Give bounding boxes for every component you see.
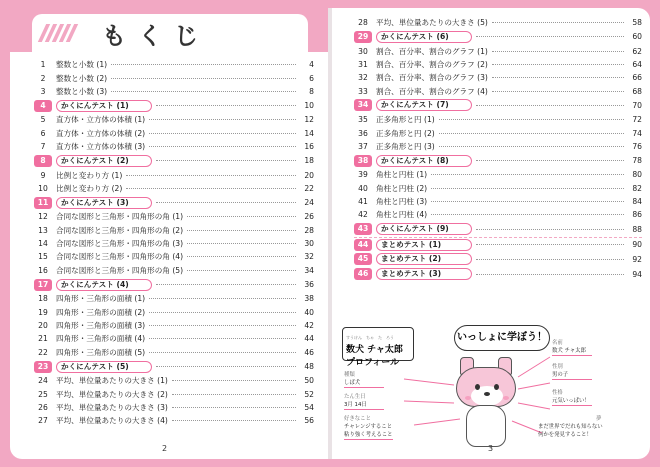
toc-title: 整数と小数 (1) [56,60,108,70]
toc-test-row [354,222,642,237]
toc-row [354,140,642,153]
toc-row [34,237,314,250]
toc-leader [439,119,624,120]
toc-leader [476,105,624,106]
toc-title: 平均、単位量あたりの大きさ (3) [56,403,168,412]
toc-leader [156,284,296,285]
dream-value-1: まだ世界でだれも知らない [538,424,603,430]
toc-number: 8 [34,155,52,167]
toc-leader [187,243,296,244]
toc-number: 31 [358,59,368,69]
toc-number: 28 [358,18,368,28]
toc-leader [439,146,624,147]
gender-value: 男の子 [552,371,592,380]
toc-page: 48 [304,362,314,372]
toc-page: 84 [632,197,642,207]
toc-row [354,182,642,195]
toc-page: 24 [304,198,314,208]
toc-title: かくにんテスト (4) [56,279,152,291]
profile-name-title: 数犬 チャ太郎 [346,345,403,355]
toc-number: 22 [38,347,48,357]
toc-number: 44 [354,239,372,251]
toc-row [34,332,314,345]
toc-number: 9 [40,170,46,180]
title-bar [10,8,328,52]
page-number-left: 2 [162,444,168,453]
toc-page: 58 [632,18,642,28]
toc-page: 16 [304,142,314,152]
toc-row [354,16,642,29]
toc-test-row [34,277,314,292]
toc-number: 43 [354,223,372,235]
left-page [10,8,328,459]
toc-page: 38 [304,294,314,304]
toc-number: 10 [38,183,48,193]
toc-test-row [354,153,642,168]
toc-title: かくにんテスト (8) [376,155,472,167]
toc-leader [492,91,624,92]
toc-title: まとめテスト (2) [376,253,472,265]
toc-leader [149,312,296,313]
toc-leader [431,188,624,189]
toc-title: 平均、単位量あたりの大きさ (4) [56,416,168,426]
toc-title: 整数と小数 (3) [56,86,108,96]
toc-page: 68 [632,86,642,96]
toc-page: 74 [632,128,642,138]
toc-row [34,210,314,223]
toc-number: 17 [34,279,52,291]
toc-title: 角柱と円柱 (3) [376,197,428,207]
toc-test-row [354,98,642,113]
toc-leader [172,420,296,421]
toc-leader [187,270,296,271]
toc-title: 角柱と円柱 (1) [376,170,428,180]
personality-info [552,389,592,406]
likes-label: 好きなこと [344,416,371,422]
toc-title: 整数と小数 (2) [56,73,108,83]
toc-row [354,208,642,221]
toc-page: 92 [632,254,642,264]
toc-page: 40 [304,307,314,317]
toc-title: 正多角形と円 (1) [376,115,435,125]
toc-leader [172,394,296,395]
name-value: 数犬 チャ太郎 [552,347,592,356]
toc-title: 比例と変わり方 (2) [56,183,123,193]
toc-title: 直方体・立方体の体積 (1) [56,115,146,125]
toc-page: 66 [632,73,642,83]
toc-number: 13 [38,225,48,235]
toc-leader [476,274,624,275]
toc-row [34,250,314,263]
toc-leader [431,201,624,202]
toc-number: 30 [358,46,368,56]
toc-title: 四角形・三角形の面積 (1) [56,294,146,304]
toc-title: 四角形・三角形の面積 (2) [56,307,146,317]
toc-leader [149,146,296,147]
toc-page: 88 [632,224,642,234]
toc-row [34,414,314,427]
toc-leader [172,407,296,408]
toc-leader [187,230,296,231]
toc-row [34,264,314,277]
toc-leader [111,91,296,92]
toc-number: 19 [38,307,48,317]
toc-leader [439,133,624,134]
toc-page: 50 [304,376,314,386]
toc-page: 72 [632,115,642,125]
toc-test-row [34,359,314,374]
toc-leader [156,202,296,203]
toc-title: 平均、単位量あたりの大きさ (1) [56,376,168,386]
personality-value: 元気いっぱい！ [552,397,592,406]
toc-page: 62 [632,46,642,56]
toc-page: 4 [309,60,314,70]
toc-page: 36 [304,280,314,290]
likes-info [344,415,393,440]
toc-page: 32 [304,252,314,262]
toc-title: 割合、百分率、割合のグラフ (3) [376,73,488,83]
toc-title: 比例と変わり方 (1) [56,170,123,180]
toc-leader [156,160,296,161]
toc-row [354,195,642,208]
toc-number: 4 [34,100,52,112]
toc-row [34,168,314,181]
toc-title: 合同な図形と三角形・四角形の角 (2) [56,225,184,235]
toc-leader [156,366,296,367]
gender-info [552,363,592,380]
toc-title: 割合、百分率、割合のグラフ (4) [376,86,488,96]
toc-title: 正多角形と円 (3) [376,141,435,151]
toc-page: 56 [304,416,314,426]
toc-title: 平均、単位量あたりの大きさ (5) [376,18,488,28]
toc-page: 90 [632,240,642,250]
species-value: しば犬 [344,379,384,388]
toc-leader [492,22,624,23]
toc-page: 54 [304,403,314,412]
toc-test-row [34,153,314,168]
toc-title: 合同な図形と三角形・四角形の角 (3) [56,239,184,249]
dream-label: 夢 [596,416,602,422]
toc-row [354,71,642,84]
toc-page: 34 [304,265,314,275]
toc-title: 直方体・立方体の体積 (3) [56,142,146,152]
toc-leader [149,338,296,339]
species-info [344,371,384,388]
dog-nose [484,392,490,396]
toc-page: 22 [304,183,314,193]
toc-leader [431,214,624,215]
toc-title: まとめテスト (3) [376,268,472,280]
toc-number: 3 [40,86,46,96]
profile-label [342,327,414,368]
toc-leader [476,229,624,230]
toc-leader [172,380,296,381]
toc-page: 52 [304,389,314,399]
toc-leader [111,78,296,79]
toc-page: 78 [632,156,642,166]
speech-bubble: いっしょに学ぼう！ [454,325,550,351]
toc-title: 合同な図形と三角形・四角形の角 (4) [56,252,184,262]
profile-ruby: すうけん ちゃ た ろう [346,335,394,340]
toc-title: 割合、百分率、割合のグラフ (2) [376,59,488,69]
toc-leader [149,133,296,134]
toc-number: 14 [38,239,48,249]
toc-number: 45 [354,253,372,265]
dog-eye-right [494,384,499,390]
toc-leader [156,105,296,106]
toc-leader [187,216,296,217]
toc-page: 10 [304,101,314,111]
title-stripes [42,24,74,42]
toc-title: 合同な図形と三角形・四角形の角 (1) [56,212,184,222]
birthday-info [344,393,384,410]
toc-row [354,126,642,139]
toc-number: 15 [38,252,48,262]
toc-row [34,305,314,318]
likes-value-1: チャレンジすること [344,424,393,430]
toc-leader [476,160,624,161]
toc-number: 32 [358,73,368,83]
toc-leader [492,51,624,52]
toc-title: 四角形・三角形の面積 (4) [56,334,146,344]
toc-row [34,127,314,140]
toc-row [34,140,314,153]
toc-page: 46 [304,347,314,357]
toc-test-row [354,252,642,267]
toc-row [354,85,642,98]
birthday-value: 3月 14日 [344,401,384,410]
toc-title: まとめテスト (1) [376,239,472,251]
toc-row [34,113,314,126]
title-box [32,14,308,52]
toc-leader [492,64,624,65]
toc-number: 6 [40,128,46,138]
toc-title: 直方体・立方体の体積 (2) [56,128,146,138]
toc-leader [149,325,296,326]
toc-page: 8 [309,86,314,96]
toc-test-row [34,195,314,210]
toc-title: 四角形・三角形の面積 (3) [56,321,146,331]
toc-row [34,85,314,98]
toc-row [34,319,314,332]
toc-test-row [34,98,314,113]
toc-leader [126,175,296,176]
toc-number: 20 [38,321,48,331]
toc-number: 12 [38,212,48,222]
toc-page: 80 [632,170,642,180]
toc-page: 6 [309,73,314,83]
toc-leader [492,77,624,78]
toc-row [34,71,314,84]
toc-left [34,58,314,428]
toc-number: 29 [354,31,372,43]
toc-row [34,401,314,414]
toc-title: かくにんテスト (9) [376,223,472,235]
page-number-right: 3 [488,444,494,453]
toc-row [34,224,314,237]
name-info [552,339,592,356]
toc-number: 38 [354,155,372,167]
page-title: もくじ [102,21,210,50]
dog-cheek-left [465,396,471,400]
toc-page: 44 [304,334,314,344]
toc-number: 36 [358,128,368,138]
dog-eye-left [475,384,480,390]
toc-row [34,58,314,71]
toc-page: 30 [304,239,314,249]
name-label: 名前 [552,340,563,346]
toc-title: 正多角形と円 (2) [376,128,435,138]
toc-title: 角柱と円柱 (4) [376,210,428,220]
toc-number: 33 [358,86,368,96]
dog-body [466,405,506,447]
toc-page: 26 [304,212,314,222]
toc-row [354,113,642,126]
toc-number: 24 [38,376,48,386]
toc-page: 42 [304,321,314,331]
toc-number: 40 [358,183,368,193]
toc-number: 25 [38,389,48,399]
toc-number: 5 [40,115,46,125]
toc-test-row [354,267,642,282]
toc-number: 39 [358,170,368,180]
toc-row [354,168,642,181]
toc-page: 64 [632,59,642,69]
gender-label: 性別 [552,364,563,370]
toc-leader [126,188,296,189]
toc-number: 37 [358,141,368,151]
toc-title: 合同な図形と三角形・四角形の角 (5) [56,265,184,275]
toc-title: かくにんテスト (7) [376,99,472,111]
toc-test-row [354,237,642,252]
toc-title: かくにんテスト (1) [56,100,152,112]
toc-leader [476,244,624,245]
toc-page: 14 [304,128,314,138]
toc-page: 20 [304,170,314,180]
right-page [332,8,650,459]
toc-number: 26 [38,403,48,412]
toc-number: 18 [38,294,48,304]
profile-panel [342,323,640,455]
toc-title: かくにんテスト (6) [376,31,472,43]
toc-number: 46 [354,268,372,280]
toc-title: 割合、百分率、割合のグラフ (1) [376,46,488,56]
dream-value-2: 何かを発見すること！ [538,432,592,438]
toc-right [354,16,642,282]
toc-page: 18 [304,156,314,166]
toc-test-row [354,29,642,44]
toc-page: 86 [632,210,642,220]
toc-row [354,58,642,71]
toc-row [354,44,642,57]
toc-title: 四角形・三角形の面積 (5) [56,347,146,357]
toc-title: 平均、単位量あたりの大きさ (2) [56,389,168,399]
toc-row [34,387,314,400]
toc-leader [149,119,296,120]
toc-row [34,182,314,195]
toc-row [34,292,314,305]
toc-row [34,346,314,359]
toc-number: 21 [38,334,48,344]
birthday-label: たん生日 [344,394,366,400]
dog-cheek-right [503,396,509,400]
toc-title: かくにんテスト (5) [56,361,152,373]
toc-number: 2 [40,73,46,83]
likes-value-2: 粘り強く考えること [344,432,393,438]
toc-leader [149,352,296,353]
toc-leader [187,256,296,257]
profile-subtitle: プロフィール [346,358,400,368]
toc-number: 35 [358,115,368,125]
toc-title: かくにんテスト (3) [56,197,152,209]
toc-leader [111,64,296,65]
toc-leader [476,259,624,260]
toc-page: 76 [632,141,642,151]
toc-row [34,374,314,387]
species-label: 種類 [344,372,355,378]
toc-number: 1 [40,60,46,70]
toc-page: 28 [304,225,314,235]
dream-info [538,415,603,439]
toc-page: 12 [304,115,314,125]
toc-title: かくにんテスト (2) [56,155,152,167]
dog-character [454,357,518,453]
toc-number: 16 [38,265,48,275]
dog-head [456,367,516,407]
toc-page: 70 [632,100,642,110]
toc-page: 82 [632,183,642,193]
toc-leader [476,36,624,37]
toc-leader [149,298,296,299]
toc-title: 角柱と円柱 (2) [376,183,428,193]
toc-number: 23 [34,361,52,373]
toc-number: 41 [358,197,368,207]
toc-number: 7 [40,142,46,152]
toc-page: 94 [632,269,642,279]
personality-label: 性格 [552,390,563,396]
toc-page: 60 [632,32,642,42]
toc-leader [431,174,624,175]
toc-number: 42 [358,210,368,220]
toc-number: 34 [354,99,372,111]
toc-number: 11 [34,197,52,209]
toc-number: 27 [38,416,48,426]
